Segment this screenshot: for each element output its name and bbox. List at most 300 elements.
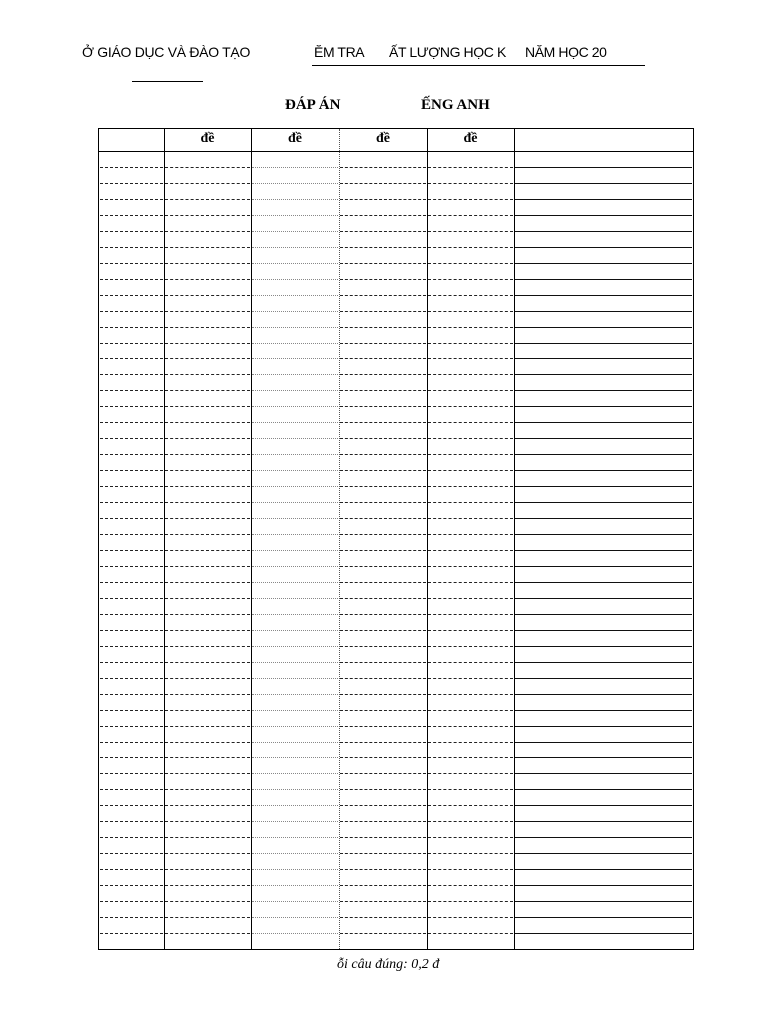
answer-row-line — [165, 390, 250, 391]
answer-row-line — [428, 614, 513, 615]
answer-row-line — [340, 470, 426, 471]
answer-row-line — [252, 343, 338, 344]
answer-row-line — [252, 486, 338, 487]
answer-row-line — [252, 742, 338, 743]
answer-row-line — [100, 470, 163, 471]
answer-row-line — [165, 598, 250, 599]
answer-row-line — [100, 742, 163, 743]
answer-row-line — [428, 710, 513, 711]
answer-row-line — [252, 678, 338, 679]
answer-row-line — [252, 869, 338, 870]
answer-row-line — [515, 183, 692, 184]
answer-row-line — [340, 167, 426, 168]
answer-row-line — [100, 598, 163, 599]
answer-row-line — [340, 901, 426, 902]
answer-row-line — [515, 614, 692, 615]
column-header-2: đề — [288, 131, 302, 146]
answer-row-line — [515, 374, 692, 375]
answer-row-line — [428, 885, 513, 886]
column-divider — [164, 129, 165, 949]
answer-row-line — [515, 837, 692, 838]
answer-row-line — [165, 789, 250, 790]
answer-row-line — [428, 279, 513, 280]
answer-row-line — [340, 390, 426, 391]
answer-row-line — [340, 406, 426, 407]
answer-row-line — [165, 630, 250, 631]
answer-row-line — [428, 295, 513, 296]
answer-row-line — [428, 518, 513, 519]
answer-row-line — [165, 454, 250, 455]
answer-row-line — [165, 837, 250, 838]
answer-row-line — [165, 742, 250, 743]
answer-row-line — [428, 183, 513, 184]
answer-row-line — [515, 486, 692, 487]
exam-heading-part-1: ĔM TRA — [314, 44, 365, 60]
answer-row-line — [428, 470, 513, 471]
answer-row-line — [428, 853, 513, 854]
answer-row-line — [252, 247, 338, 248]
answer-row-line — [100, 805, 163, 806]
answer-row-line — [252, 710, 338, 711]
answer-row-line — [515, 422, 692, 423]
answer-row-line — [165, 374, 250, 375]
answer-row-line — [165, 279, 250, 280]
answer-row-line — [515, 550, 692, 551]
answer-row-line — [340, 917, 426, 918]
answer-row-line — [340, 486, 426, 487]
exam-heading-part-3: NĂM HỌC 20 — [525, 44, 607, 60]
answer-row-line — [428, 167, 513, 168]
answer-row-line — [515, 694, 692, 695]
answer-row-line — [428, 502, 513, 503]
answer-row-line — [428, 933, 513, 934]
answer-row-line — [100, 662, 163, 663]
answer-row-line — [165, 582, 250, 583]
answer-row-line — [428, 789, 513, 790]
answer-row-line — [165, 853, 250, 854]
answer-row-line — [340, 518, 426, 519]
answer-row-line — [428, 231, 513, 232]
answer-row-line — [165, 646, 250, 647]
answer-row-line — [165, 183, 250, 184]
answer-row-line — [428, 901, 513, 902]
scoring-note: ỗi câu đúng: 0,2 đ — [337, 957, 440, 972]
page-title-answer-key: ĐÁP ÁN — [285, 97, 341, 113]
answer-row-line — [515, 454, 692, 455]
answer-row-line — [340, 199, 426, 200]
answer-row-line — [165, 534, 250, 535]
answer-row-line — [340, 502, 426, 503]
answer-row-line — [252, 773, 338, 774]
answer-row-line — [165, 566, 250, 567]
column-divider — [514, 129, 515, 949]
answer-row-line — [165, 773, 250, 774]
answer-row-line — [515, 869, 692, 870]
answer-row-line — [252, 454, 338, 455]
answer-row-line — [100, 279, 163, 280]
answer-row-line — [165, 518, 250, 519]
answer-row-line — [340, 694, 426, 695]
answer-row-line — [100, 422, 163, 423]
answer-row-line — [340, 837, 426, 838]
answer-row-line — [100, 630, 163, 631]
answer-row-line — [100, 789, 163, 790]
answer-row-line — [428, 869, 513, 870]
answer-row-line — [100, 247, 163, 248]
answer-row-line — [428, 486, 513, 487]
answer-row-line — [165, 470, 250, 471]
answer-row-line — [100, 263, 163, 264]
answer-row-line — [515, 678, 692, 679]
answer-row-line — [100, 821, 163, 822]
answer-row-line — [100, 917, 163, 918]
answer-row-line — [165, 901, 250, 902]
answer-row-line — [515, 247, 692, 248]
answer-row-line — [428, 327, 513, 328]
answer-row-line — [252, 933, 338, 934]
answer-row-line — [340, 789, 426, 790]
answer-row-line — [252, 901, 338, 902]
answer-row-line — [428, 646, 513, 647]
answer-row-line — [100, 566, 163, 567]
answer-row-line — [165, 358, 250, 359]
answer-row-line — [515, 279, 692, 280]
answer-row-line — [340, 183, 426, 184]
answer-row-line — [340, 582, 426, 583]
answer-row-line — [515, 662, 692, 663]
answer-row-line — [515, 502, 692, 503]
answer-row-line — [100, 215, 163, 216]
answer-row-line — [428, 311, 513, 312]
answer-row-line — [252, 406, 338, 407]
answer-row-line — [252, 390, 338, 391]
answer-row-line — [165, 247, 250, 248]
answer-row-line — [100, 550, 163, 551]
answer-row-line — [515, 821, 692, 822]
answer-row-line — [428, 438, 513, 439]
answer-row-line — [165, 438, 250, 439]
answer-row-line — [100, 231, 163, 232]
answer-row-line — [100, 486, 163, 487]
answer-row-line — [515, 358, 692, 359]
answer-row-line — [100, 183, 163, 184]
answer-row-line — [165, 678, 250, 679]
answer-row-line — [340, 773, 426, 774]
answer-row-line — [340, 438, 426, 439]
answer-row-line — [340, 630, 426, 631]
answer-row-line — [428, 215, 513, 216]
answer-row-line — [428, 422, 513, 423]
answer-row-line — [252, 215, 338, 216]
answer-row-line — [165, 422, 250, 423]
answer-row-line — [515, 470, 692, 471]
answer-row-line — [340, 869, 426, 870]
answer-row-line — [252, 598, 338, 599]
answer-row-line — [100, 199, 163, 200]
answer-row-line — [165, 710, 250, 711]
answer-row-line — [100, 901, 163, 902]
answer-row-line — [428, 199, 513, 200]
answer-row-line — [165, 327, 250, 328]
answer-row-line — [100, 726, 163, 727]
answer-row-line — [515, 327, 692, 328]
answer-row-line — [515, 534, 692, 535]
answer-row-line — [428, 390, 513, 391]
answer-row-line — [340, 295, 426, 296]
answer-row-line — [252, 630, 338, 631]
answer-row-line — [165, 662, 250, 663]
answer-row-line — [428, 630, 513, 631]
answer-row-line — [515, 726, 692, 727]
answer-row-line — [252, 295, 338, 296]
answer-row-line — [252, 726, 338, 727]
answer-row-line — [165, 694, 250, 695]
column-header-1: đề — [200, 131, 215, 146]
answer-row-line — [100, 311, 163, 312]
answer-row-line — [165, 231, 250, 232]
answer-row-line — [252, 279, 338, 280]
column-header-3: đề — [376, 131, 390, 146]
answer-row-line — [100, 534, 163, 535]
header-row-divider — [99, 151, 693, 152]
answer-row-line — [100, 757, 163, 758]
answer-row-line — [515, 885, 692, 886]
answer-row-line — [428, 358, 513, 359]
answer-row-line — [428, 343, 513, 344]
answer-row-line — [252, 502, 338, 503]
answer-row-line — [100, 614, 163, 615]
answer-row-line — [515, 789, 692, 790]
answer-row-line — [340, 598, 426, 599]
answer-row-line — [252, 199, 338, 200]
answer-row-line — [428, 757, 513, 758]
answer-row-line — [252, 374, 338, 375]
answer-row-line — [340, 742, 426, 743]
answer-row-line — [428, 374, 513, 375]
page-title-subject: ẾNG ANH — [421, 97, 490, 113]
answer-row-line — [515, 933, 692, 934]
answer-row-line — [515, 263, 692, 264]
answer-row-line — [340, 662, 426, 663]
answer-row-line — [340, 454, 426, 455]
answer-row-line — [428, 263, 513, 264]
column-divider — [339, 129, 340, 949]
answer-row-line — [100, 582, 163, 583]
answer-row-line — [340, 757, 426, 758]
answer-row-line — [100, 773, 163, 774]
answer-row-line — [340, 805, 426, 806]
answer-row-line — [340, 215, 426, 216]
answer-row-line — [252, 694, 338, 695]
answer-row-line — [340, 327, 426, 328]
answer-row-line — [515, 311, 692, 312]
department-name: Ở GIÁO DỤC VÀ ĐÀO TẠO — [82, 44, 251, 60]
answer-row-line — [428, 837, 513, 838]
answer-row-line — [165, 486, 250, 487]
answer-row-line — [252, 183, 338, 184]
answer-row-line — [515, 215, 692, 216]
answer-row-line — [340, 710, 426, 711]
answer-row-line — [515, 757, 692, 758]
answer-row-line — [428, 566, 513, 567]
answer-row-line — [165, 757, 250, 758]
answer-row-line — [515, 742, 692, 743]
answer-row-line — [515, 598, 692, 599]
department-underline — [132, 81, 203, 82]
answer-row-line — [252, 662, 338, 663]
answer-row-line — [428, 821, 513, 822]
answer-row-line — [340, 358, 426, 359]
answer-row-line — [340, 343, 426, 344]
answer-row-line — [165, 311, 250, 312]
answer-row-line — [165, 199, 250, 200]
answer-row-line — [340, 933, 426, 934]
answer-row-line — [165, 805, 250, 806]
answer-row-line — [165, 343, 250, 344]
answer-row-line — [252, 757, 338, 758]
answer-row-line — [100, 885, 163, 886]
answer-row-line — [340, 247, 426, 248]
answer-row-line — [100, 869, 163, 870]
answer-row-line — [165, 295, 250, 296]
answer-row-line — [515, 295, 692, 296]
answer-row-line — [515, 566, 692, 567]
exam-heading — [312, 44, 645, 66]
answer-row-line — [165, 215, 250, 216]
answer-table — [98, 128, 694, 950]
answer-row-line — [100, 502, 163, 503]
answer-row-line — [252, 885, 338, 886]
answer-row-line — [515, 518, 692, 519]
answer-row-line — [100, 694, 163, 695]
answer-row-line — [252, 470, 338, 471]
answer-row-line — [252, 789, 338, 790]
answer-row-line — [428, 805, 513, 806]
answer-row-line — [252, 534, 338, 535]
answer-row-line — [515, 199, 692, 200]
answer-row-line — [100, 518, 163, 519]
answer-row-line — [252, 582, 338, 583]
answer-row-line — [100, 343, 163, 344]
answer-row-line — [515, 773, 692, 774]
answer-row-line — [252, 167, 338, 168]
answer-row-line — [428, 773, 513, 774]
answer-row-line — [515, 646, 692, 647]
answer-row-line — [252, 917, 338, 918]
answer-row-line — [515, 853, 692, 854]
answer-row-line — [100, 374, 163, 375]
answer-row-line — [165, 726, 250, 727]
column-divider — [251, 129, 252, 949]
column-header-4: đề — [463, 131, 478, 146]
answer-row-line — [100, 678, 163, 679]
answer-row-line — [100, 295, 163, 296]
answer-row-line — [428, 598, 513, 599]
answer-row-line — [428, 582, 513, 583]
answer-row-line — [340, 374, 426, 375]
answer-row-line — [252, 311, 338, 312]
answer-row-line — [428, 694, 513, 695]
answer-row-line — [252, 550, 338, 551]
answer-row-line — [340, 263, 426, 264]
answer-row-line — [515, 917, 692, 918]
answer-row-line — [515, 438, 692, 439]
answer-row-line — [252, 853, 338, 854]
answer-row-line — [252, 263, 338, 264]
answer-row-line — [165, 614, 250, 615]
answer-row-line — [252, 358, 338, 359]
answer-row-line — [340, 821, 426, 822]
answer-row-line — [428, 662, 513, 663]
answer-row-line — [340, 885, 426, 886]
answer-row-line — [252, 837, 338, 838]
answer-row-line — [428, 917, 513, 918]
answer-row-line — [428, 742, 513, 743]
answer-row-line — [165, 167, 250, 168]
answer-row-line — [428, 247, 513, 248]
answer-row-line — [515, 805, 692, 806]
answer-row-line — [252, 231, 338, 232]
answer-row-line — [165, 406, 250, 407]
answer-row-line — [428, 406, 513, 407]
answer-row-line — [100, 406, 163, 407]
answer-row-line — [340, 311, 426, 312]
answer-row-line — [100, 167, 163, 168]
answer-row-line — [165, 821, 250, 822]
answer-row-line — [340, 231, 426, 232]
answer-row-line — [340, 678, 426, 679]
answer-row-line — [515, 710, 692, 711]
answer-row-line — [165, 502, 250, 503]
answer-row-line — [515, 406, 692, 407]
answer-row-line — [100, 327, 163, 328]
answer-row-line — [252, 614, 338, 615]
column-divider — [427, 129, 428, 949]
answer-row-line — [252, 438, 338, 439]
answer-row-line — [252, 518, 338, 519]
answer-row-line — [252, 646, 338, 647]
answer-row-line — [515, 390, 692, 391]
answer-row-line — [100, 358, 163, 359]
answer-row-line — [428, 534, 513, 535]
answer-row-line — [515, 343, 692, 344]
answer-row-line — [515, 167, 692, 168]
answer-row-line — [340, 853, 426, 854]
answer-row-line — [515, 630, 692, 631]
answer-row-line — [340, 614, 426, 615]
answer-row-line — [100, 853, 163, 854]
answer-row-line — [100, 710, 163, 711]
answer-row-line — [100, 390, 163, 391]
answer-row-line — [165, 550, 250, 551]
answer-row-line — [252, 821, 338, 822]
answer-row-line — [165, 885, 250, 886]
answer-row-line — [428, 454, 513, 455]
exam-heading-part-2: ẤT LƯỢNG HỌC K — [389, 44, 506, 60]
answer-row-line — [252, 422, 338, 423]
answer-row-line — [165, 869, 250, 870]
answer-row-line — [100, 454, 163, 455]
answer-row-line — [340, 279, 426, 280]
answer-row-line — [165, 263, 250, 264]
answer-row-line — [340, 550, 426, 551]
answer-row-line — [100, 933, 163, 934]
answer-row-line — [340, 422, 426, 423]
answer-row-line — [340, 534, 426, 535]
answer-row-line — [340, 646, 426, 647]
answer-row-line — [515, 582, 692, 583]
answer-row-line — [252, 805, 338, 806]
